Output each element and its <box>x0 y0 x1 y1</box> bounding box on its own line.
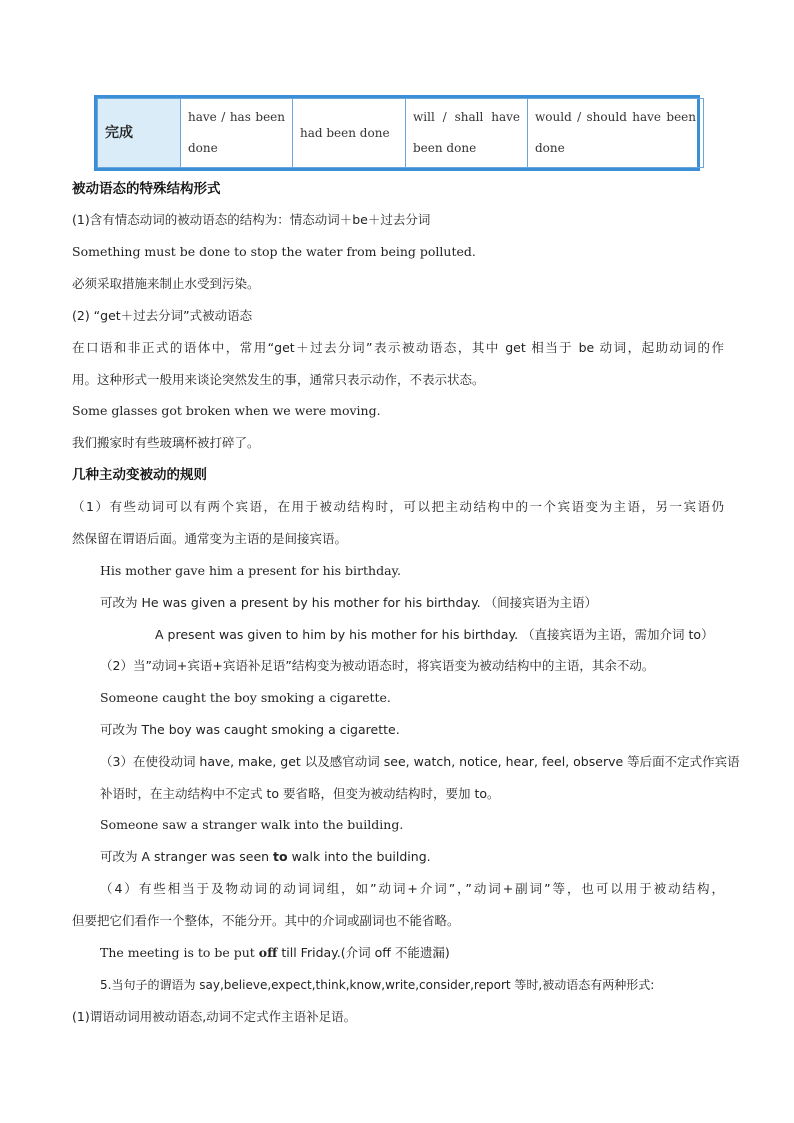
text-run: walk into the building. <box>287 849 431 864</box>
text-run: 可改为 A stranger was seen <box>100 849 274 864</box>
example-translation: 必须采取措施来制止水受到污染。 <box>72 276 260 291</box>
paragraph: 5.当句子的谓语为 say,believe,expect,think,know,write,consider,report 等时,被动语态有两种形式: <box>100 978 655 992</box>
example-sentence <box>100 944 450 962</box>
paragraph: (1)谓语动词用被动语态,动词不定式作主语补足语。 <box>72 1009 357 1024</box>
section-title: 几种主动变被动的规则 <box>72 467 207 483</box>
example-alternative: 可改为 He was given a present by his mother for his birthday. （间接宾语为主语） <box>100 595 598 610</box>
text-run: till Friday.(介词 off 不能遗漏) <box>277 945 450 960</box>
paragraph: (1)含有情态动词的被动语态的结构为：情态动词＋be＋过去分词 <box>72 212 431 227</box>
section-title: 被动语态的特殊结构形式 <box>72 181 221 197</box>
text-run: The meeting is to be put <box>100 945 259 960</box>
paragraph: 然保留在谓语后面。通常变为主语的是间接宾语。 <box>72 531 348 546</box>
example-alternative <box>100 848 431 866</box>
table-cell: had been done <box>293 99 406 168</box>
table-cell: would / should have been done <box>528 99 704 168</box>
example-translation: 我们搬家时有些玻璃杯被打碎了。 <box>72 435 260 450</box>
example-sentence: His mother gave him a present for his birthday. <box>100 563 401 578</box>
paragraph: （2）当”动词+宾语+宾语补足语”结构变为被动语态时，将宾语变为被动结构中的主语，其余不动。 <box>100 658 655 673</box>
emphasis: off <box>258 945 278 960</box>
paragraph: 在口语和非正式的语体中，常用“get＋过去分词”表示被动语态，其中 get 相当于 be 动词，起助动词的作 <box>72 340 724 355</box>
paragraph: 但要把它们看作一个整体，不能分开。其中的介词或副词也不能省略。 <box>72 913 460 928</box>
table-cell: will / shall have been done <box>406 99 528 168</box>
paragraph: 用。这种形式一般用来谈论突然发生的事，通常只表示动作，不表示状态。 <box>72 372 485 387</box>
paragraph: （4）有些相当于及物动词的动词词组，如”动词+介词”，”动词+副词”等，也可以用于被动结构， <box>100 881 724 896</box>
example-sentence: Something must be done to stop the water from being polluted. <box>72 244 476 259</box>
example-alternative: 可改为 The boy was caught smoking a cigarette. <box>100 722 400 737</box>
emphasis: to <box>273 849 288 864</box>
example-sentence: Some glasses got broken when we were moving. <box>72 403 381 418</box>
paragraph: 补语时，在主动结构中不定式 to 要省略，但变为被动结构时，要加 to。 <box>100 786 500 801</box>
tense-table <box>94 95 700 171</box>
example-sentence: Someone caught the boy smoking a cigarette. <box>100 690 391 705</box>
paragraph: （3）在使役动词 have, make, get 以及感官动词 see, watch, notice, hear, feel, observe 等后面不定式作宾语 <box>100 754 740 769</box>
example-alternative: A present was given to him by his mother for his birthday. （直接宾语为主语，需加介词 to） <box>155 627 714 642</box>
example-sentence: Someone saw a stranger walk into the building. <box>100 817 404 832</box>
paragraph: （1）有些动词可以有两个宾语，在用于被动结构时，可以把主动结构中的一个宾语变为主语，另一宾语仍 <box>72 499 724 514</box>
table-row <box>98 99 704 168</box>
tense-table-grid <box>97 98 704 168</box>
table-cell: have / has been done <box>181 99 293 168</box>
paragraph: (2) “get＋过去分词”式被动语态 <box>72 308 253 323</box>
row-header-cell: 完成 <box>98 99 181 168</box>
